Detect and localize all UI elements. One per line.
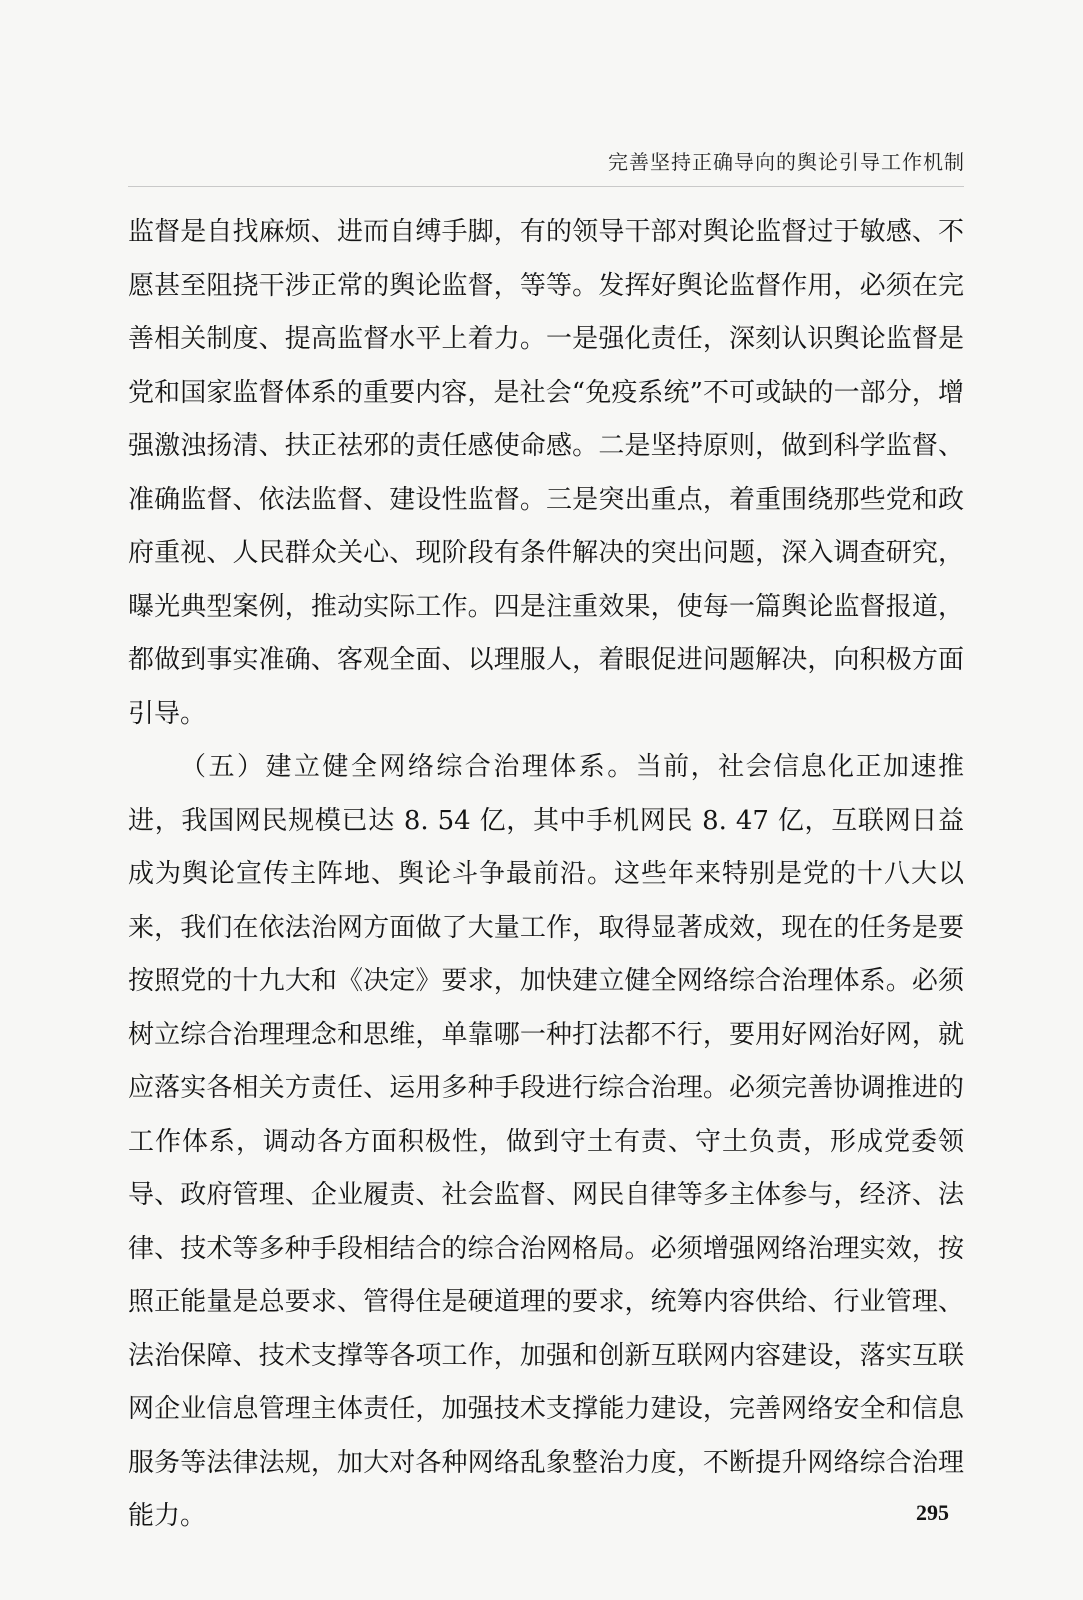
section-heading: （五）建立健全网络综合治理体系。 [180,752,636,782]
paragraph-2-text: 当前，社会信息化正加速推进，我国网民规模已达 8. 54 亿，其中手机网民 8. 47 亿，互联网日益成为舆论宣传主阵地、舆论斗争最前沿。这些年来特别是党的十八大以来，我们在依法治网方面做了大量工作，取得显著成效，现在的任务是要按照党的十九大和《决定》要求，加快建立健全网络综合治理体系。必须树立综合治理理念和思维，单靠哪一种打法都不行，要用好网治好网，就应落实各相关方责任、运用多种手段进行综合治理。必须完善协调推进的工作体系，调动各方面积极性，做到守土有责、守土负责，形成党委领导、政府管理、企业履责、社会监督、网民自律等多主体参与，经济、法律、技术等多种手段相结合的综合治网格局。必须增强网络治理实效，按照正能量是总要求、管得住是硬道理的要求，统筹内容供给、行业管理、法治保障、技术支撑等各项工作，加强和创新互联网内容建设，落实互联网企业信息管理主体责任，加强技术支撑能力建设，完善网络安全和信息服务等法律法规，加大对各种网络乱象整治力度，不断提升网络综合治理能力。 [128,752,964,1531]
header-rule [128,186,964,187]
paragraph-2 [128,741,964,1544]
body-text [128,206,964,1544]
page-number: 295 [916,1500,949,1525]
paragraph-1: 监督是自找麻烦、进而自缚手脚，有的领导干部对舆论监督过于敏感、不愿甚至阻挠干涉正常的舆论监督，等等。发挥好舆论监督作用，必须在完善相关制度、提高监督水平上着力。一是强化责任，深刻认识舆论监督是党和国家监督体系的重要内容，是社会“免疫系统”不可或缺的一部分，增强激浊扬清、扶正祛邪的责任感使命感。二是坚持原则，做到科学监督、准确监督、依法监督、建设性监督。三是突出重点，着重围绕那些党和政府重视、人民群众关心、现阶段有条件解决的突出问题，深入调查研究，曝光典型案例，推动实际工作。四是注重效果，使每一篇舆论监督报道，都做到事实准确、客观全面、以理服人，着眼促进问题解决，向积极方面引导。 [128,217,964,729]
running-header: 完善坚持正确导向的舆论引导工作机制 [608,150,965,174]
